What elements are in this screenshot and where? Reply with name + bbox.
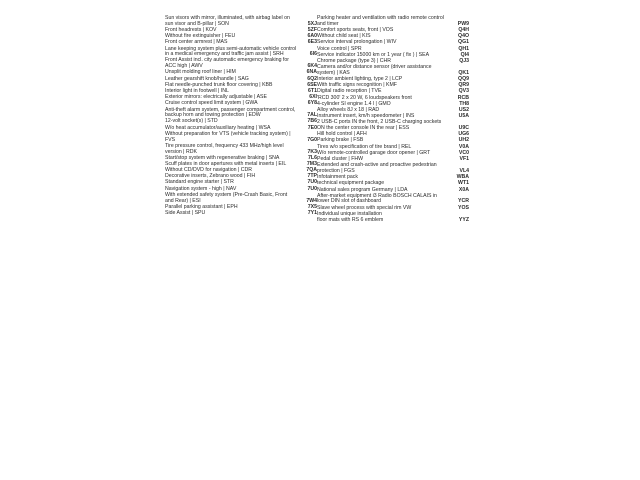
equipment-description: Camera and/or distance sensor (driver assistance system) | KAS: [317, 64, 432, 76]
equipment-code: Q4H: [458, 26, 469, 33]
equipment-code: 7U0: [307, 179, 317, 186]
equipment-description: Navigation system - high | NAV: [165, 185, 237, 192]
equipment-code: X0A: [458, 186, 469, 193]
equipment-row: [317, 163, 469, 175]
equipment-description: 2 USB-C ports IN the front, 2 USB-C charging sockets ON the center console IN the rear | ESS: [317, 119, 442, 132]
equipment-code: QJ3: [459, 57, 469, 64]
equipment-description: Without preparation for VTS (vehicle tracking system) | FVS: [165, 130, 291, 143]
equipment-description: 4-cylinder SI engine 1.4 l | GMO: [317, 100, 391, 107]
equipment-code: 7U0: [307, 185, 317, 192]
equipment-code: 6A0: [307, 33, 317, 40]
equipment-code: QK1: [458, 69, 469, 76]
equipment-code: 6SE: [307, 81, 317, 88]
equipment-description: Front center armrest | MAS: [165, 39, 228, 46]
equipment-description: Parking brake | FSB: [317, 137, 364, 144]
equipment-description: Anti-theft alarm system, passenger compartment control, backup horn and towing protection | EDW: [165, 106, 296, 119]
equipment-row: [317, 65, 469, 77]
equipment-description: Flat needle-punched trunk floor covering | KBB: [165, 81, 273, 88]
equipment-code: QQ9: [458, 76, 469, 82]
equipment-description: Digital radio reception | TVE: [317, 88, 382, 95]
equipment-code: 7M3: [306, 160, 317, 167]
equipment-description: Infotainment pack: [317, 174, 358, 181]
equipment-code: 6XI: [309, 94, 317, 101]
equipment-description: Front headrests | KOV: [165, 26, 217, 33]
equipment-description: Front Assist incl. city automatic emergency braking for ACC high | AWV: [165, 57, 289, 70]
equipment-row: [317, 16, 469, 28]
equipment-description: Interior light in footwell | INL: [165, 87, 229, 94]
equipment-description: Chrome package (type 3) | CHR: [317, 57, 392, 64]
equipment-code: YYZ: [458, 217, 469, 223]
equipment-description: floor mats with RS 6 emblem: [317, 217, 384, 223]
equipment-code: U5A: [458, 113, 469, 120]
equipment-code: US2: [458, 106, 469, 113]
equipment-code: 5XJ: [307, 20, 317, 27]
equipment-description: National sales program Germany | LDA: [317, 186, 408, 193]
equipment-code: QG1: [458, 39, 469, 46]
equipment-description: Without child seat | KIS: [317, 33, 371, 40]
equipment-code: 7B6: [307, 118, 317, 125]
left-equipment-column: [165, 16, 317, 217]
equipment-code: 7TP: [307, 173, 317, 180]
equipment-description: Comfort sports seats, front | VOS: [317, 26, 394, 33]
equipment-description: Interior ambient lighting, type 2 | LCP: [317, 76, 403, 82]
equipment-description: Tires w/o specification of tire brand | REL: [317, 143, 412, 150]
equipment-description: 12-volt socket(s) | STD: [165, 118, 218, 125]
equipment-code: RCB: [457, 94, 469, 101]
equipment-code: V0A: [458, 143, 469, 150]
equipment-code: U9C: [458, 125, 469, 132]
equipment-code: TH8: [459, 100, 469, 107]
equipment-code: VC0: [458, 149, 469, 156]
equipment-row: [165, 144, 317, 156]
equipment-description: 'RCD 300' 2 x 20 W, 6 loudspeakers front: [317, 94, 412, 101]
equipment-code: UH2: [458, 137, 469, 144]
equipment-description: Sun visors with mirror, illuminated, with airbag label on sun visor and B-pillar | SON: [165, 15, 290, 27]
equipment-description: technical equipment package: [317, 180, 385, 187]
equipment-code: 6T1: [308, 87, 317, 94]
equipment-row: [165, 132, 317, 144]
equipment-code: UG6: [458, 131, 469, 138]
equipment-description: Extended and crash-active and proactive pedestrian protection | FGS: [317, 162, 437, 174]
equipment-row: [165, 47, 317, 59]
equipment-code: 6NA: [306, 69, 317, 76]
equipment-description: With traffic signs recognition | KMF: [317, 82, 397, 89]
equipment-description: Cruise control speed limit system | GWA: [165, 100, 258, 107]
equipment-code: QI4: [460, 51, 469, 58]
equipment-code: VL4: [459, 167, 469, 174]
equipment-description: Decorative inserts, Zebrano wood | FIH: [165, 173, 256, 180]
right-equipment-column: [317, 16, 469, 224]
equipment-code: YCR: [458, 198, 469, 205]
equipment-code: 7QA: [306, 167, 317, 174]
equipment-description: Service indicator 15000 km or 1 year ( fix ) | SEA: [317, 51, 430, 58]
equipment-code: QV3: [458, 88, 469, 95]
equipment-code: VF1: [459, 156, 469, 162]
equipment-description: Parking heater and ventilation with radio remote control and timer: [317, 15, 444, 27]
equipment-code: Q4O: [458, 33, 469, 40]
equipment-description: With extended safety system (Pre-Crash Basic, Front and Rear) | ESI: [165, 191, 288, 204]
equipment-code: 7X5: [307, 203, 317, 210]
equipment-row: [165, 58, 317, 70]
equipment-code: WBA: [456, 174, 469, 181]
equipment-description: Alloy wheels 8J x 18 | RAD: [317, 106, 380, 113]
equipment-code: 6K4: [307, 63, 317, 70]
equipment-code: PW9: [457, 20, 469, 27]
equipment-row: [317, 120, 469, 132]
equipment-description: Pedal cluster | FHW: [317, 156, 364, 162]
equipment-row: [165, 108, 317, 120]
equipment-code: 6Y8: [307, 100, 317, 107]
equipment-description: Lane keeping system plus semi-automatic vehicle control in a medical emergency and traffic jam assist | SRH: [165, 45, 297, 58]
equipment-description: Slave wheel process with special rim VW: [317, 204, 412, 211]
equipment-description: Unsplit molding roof liner | HIM: [165, 69, 236, 76]
equipment-code: YOS: [458, 204, 469, 211]
equipment-code: 5ZF: [307, 26, 317, 33]
equipment-code: 7K3: [307, 148, 317, 155]
equipment-description: Parallel parking assistant | EPH: [165, 203, 238, 210]
equipment-code: 6I6: [309, 51, 317, 58]
equipment-row: [165, 193, 317, 205]
equipment-row: [165, 211, 317, 217]
equipment-description: Scuff plates in door apertures with metal inserts | EIL: [165, 160, 287, 167]
equipment-description: Standard engine starter | STR: [165, 179, 234, 186]
equipment-description: W/o remote-controlled garage door opener | GRT: [317, 149, 431, 156]
equipment-description: Tire pressure control, frequency 433 MHz/high level version | RDK: [165, 142, 284, 155]
equipment-description: Without CD/DVD for navigation | CDR: [165, 167, 252, 174]
equipment-row: [165, 16, 317, 28]
equipment-description: Leather gearshift knob/handle | SAG: [165, 75, 249, 82]
equipment-description: W/o heat accumulator/auxiliary heating | WSA: [165, 124, 271, 131]
equipment-description: Service interval prolongation | WIV: [317, 39, 397, 46]
equipment-description: Individual unique installation: [317, 210, 382, 217]
equipment-code: 7Y1: [307, 209, 317, 216]
equipment-code: QR9: [458, 82, 469, 89]
equipment-description: Exterior mirrors: electrically adjustable | ASE: [165, 94, 267, 101]
equipment-code: 7E0: [307, 124, 317, 131]
equipment-code: 7AL: [307, 112, 317, 119]
equipment-row: [317, 194, 469, 206]
equipment-code: 7L6: [308, 154, 317, 161]
equipment-description: After-market equipment i3 Radio BOSCH CALAIS in lower DIN slot of dashboard: [317, 192, 437, 205]
equipment-code: QH1: [458, 45, 469, 52]
equipment-description: Without fire extinguisher | FEU: [165, 33, 236, 40]
equipment-row: [317, 218, 469, 224]
equipment-description: Voice control | SPR: [317, 45, 362, 52]
equipment-description: Instrument insert, km/h speedometer | INS: [317, 113, 415, 120]
equipment-description: Hill hold control | AFH: [317, 131, 367, 138]
equipment-code: WT1: [458, 180, 469, 187]
equipment-code: 7W4: [306, 197, 317, 204]
equipment-description: Start/stop system with regenerative braking | SNA: [165, 154, 280, 161]
equipment-description: Side Assist | SPU: [165, 209, 206, 216]
equipment-code: 6Q2: [307, 75, 317, 82]
equipment-code: 7G0: [307, 136, 317, 143]
equipment-code: 6E3: [307, 39, 317, 46]
